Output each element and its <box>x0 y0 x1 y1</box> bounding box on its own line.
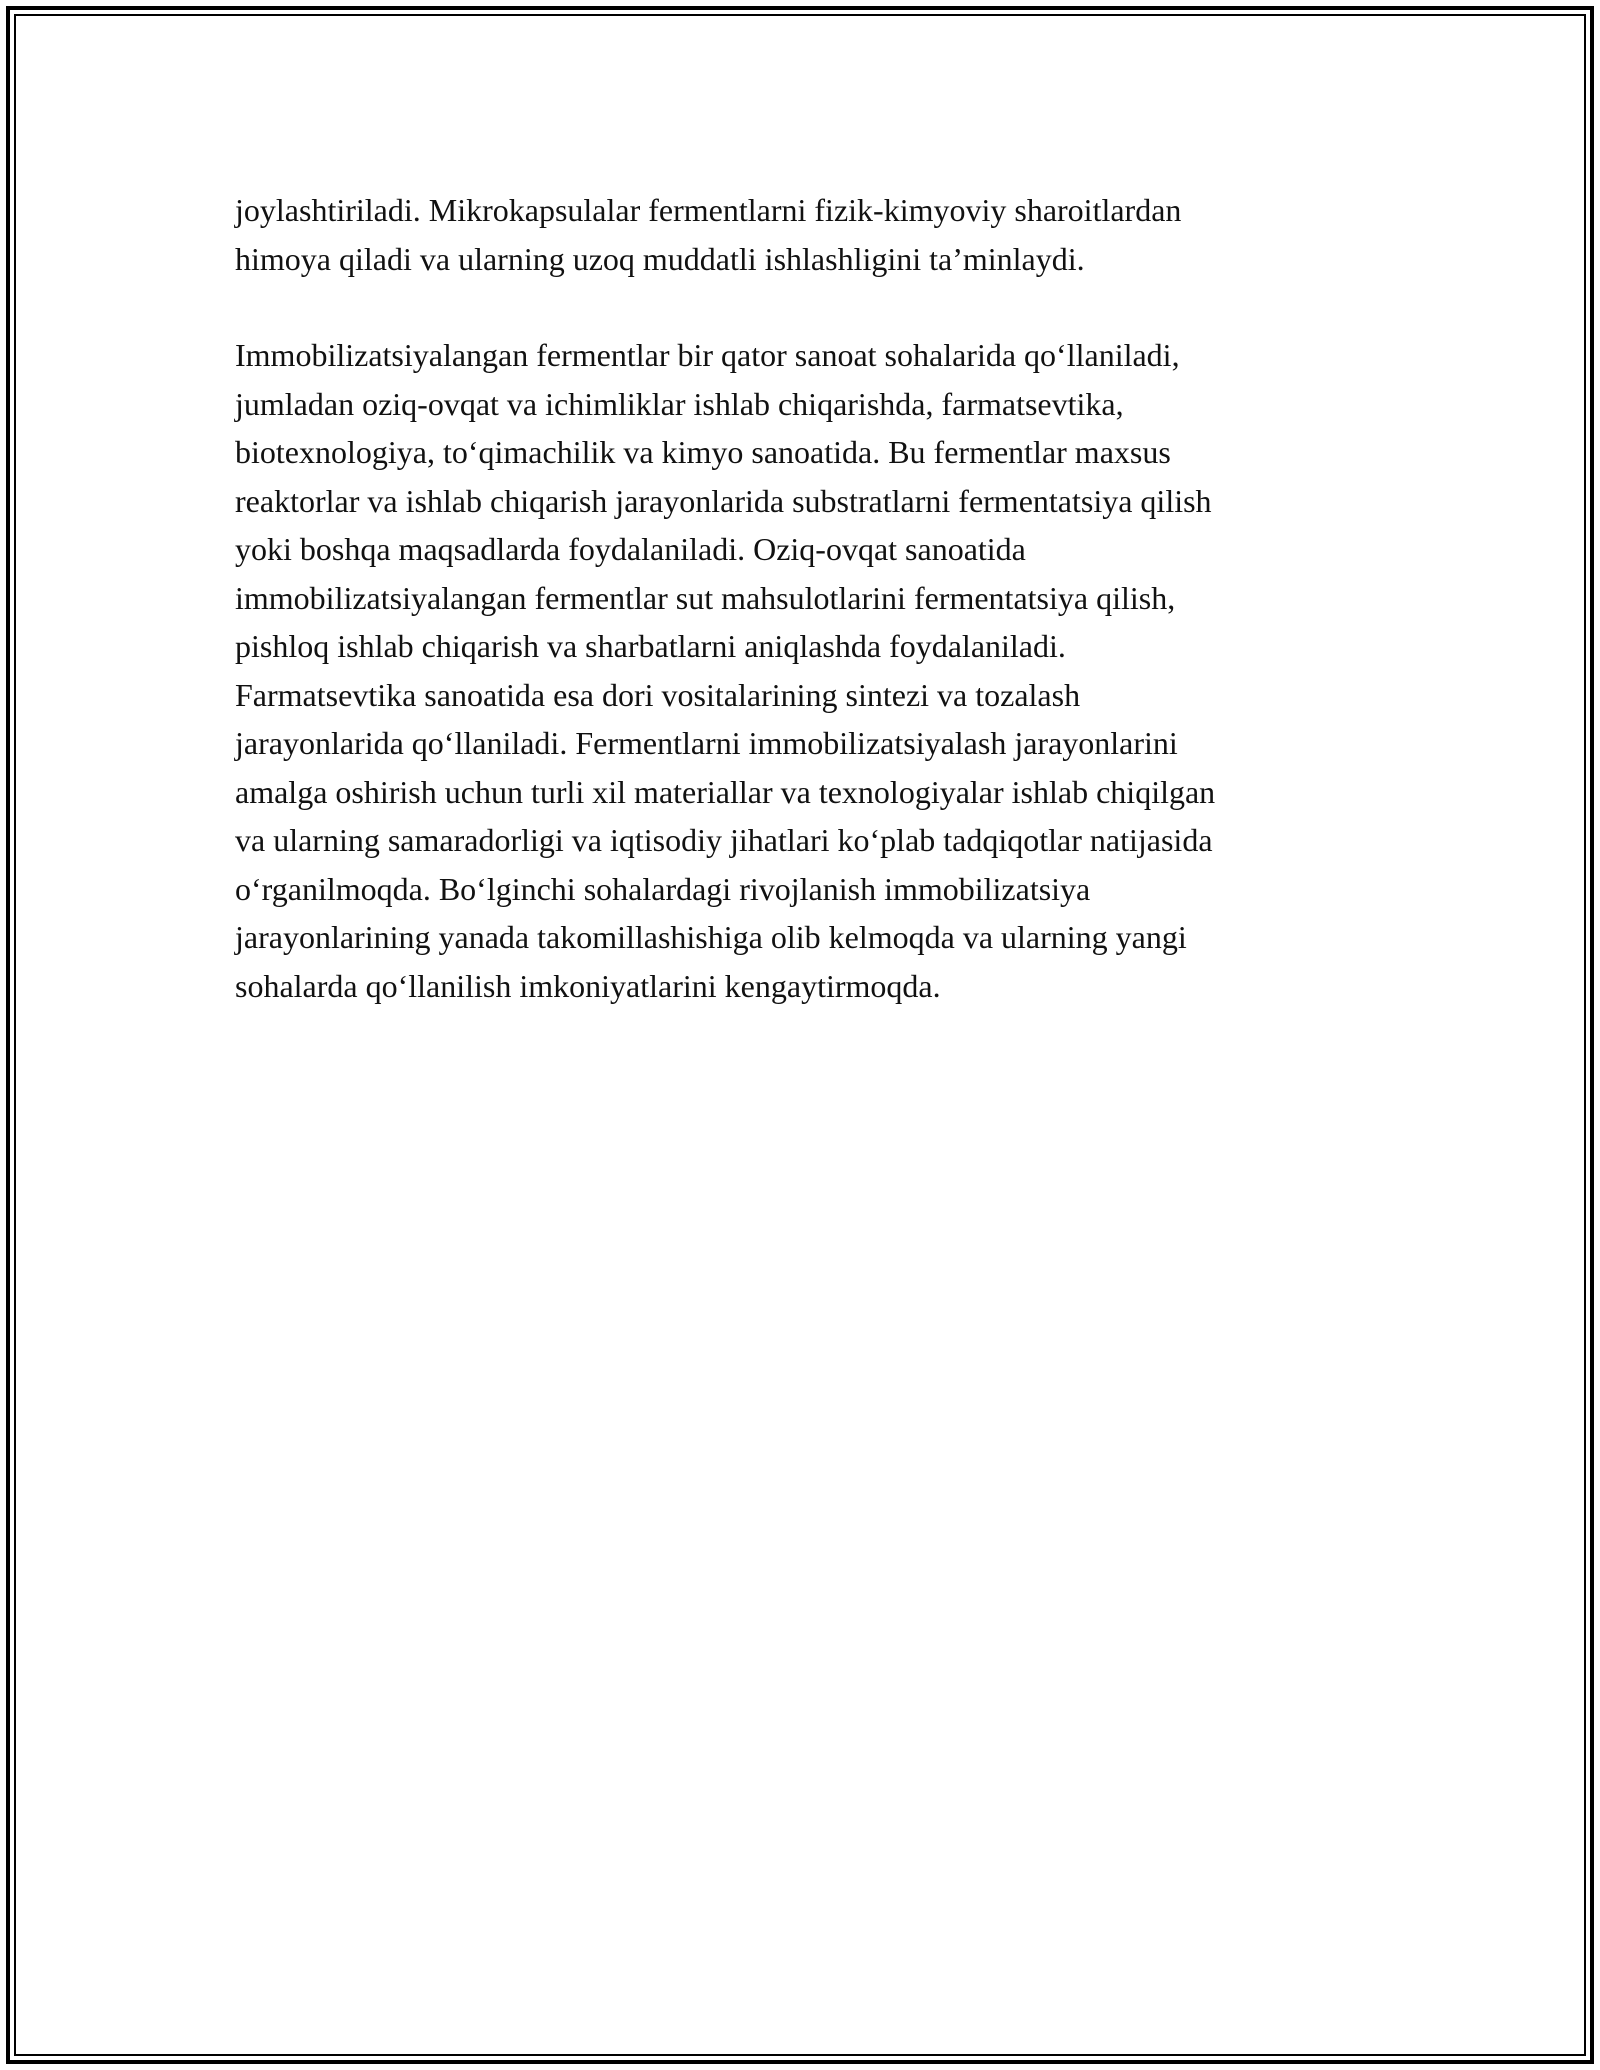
text-line: Immobilizatsiyalangan fermentlar bir qator sanoat sohalarida qo‘llaniladi, <box>235 337 1180 373</box>
text-line: yoki boshqa maqsadlarda foydalaniladi. Oziq-ovqat sanoatida <box>235 531 1026 567</box>
text-line: sohalarda qo‘llanilish imkoniyatlarini kengaytirmoqda. <box>235 967 941 1004</box>
paragraph-1 <box>235 186 1375 283</box>
text-line: joylashtiriladi. Mikrokapsulalar fermentlarni fizik-kimyoviy sharoitlardan <box>235 192 1182 228</box>
text-line: jumladan oziq-ovqat va ichimliklar ishlab chiqarishda, farmatsevtika, <box>235 385 1124 422</box>
text-line: immobilizatsiyalangan fermentlar sut mahsulotlarini fermentatsiya qilish, <box>235 579 1176 616</box>
text-line: jarayonlarida qo‘llaniladi. Fermentlarni immobilizatsiyalash jarayonlarini <box>235 725 1178 761</box>
text-line: himoya qiladi va ularning uzoq muddatli ishlashligini ta’minlaydi. <box>235 240 1085 277</box>
document-body <box>235 186 1375 1058</box>
text-line: amalga oshirish uchun turli xil materiallar va texnologiyalar ishlab chiqilgan <box>235 773 1216 810</box>
text-line: pishloq ishlab chiqarish va sharbatlarni aniqlashda foydalaniladi. <box>235 628 1066 664</box>
text-line: reaktorlar va ishlab chiqarish jarayonlarida substratlarni fermentatsiya qilish <box>235 482 1212 519</box>
text-line: Farmatsevtika sanoatida esa dori vositalarining sintezi va tozalash <box>235 676 1081 713</box>
text-line: jarayonlarining yanada takomillashishiga olib kelmoqda va ularning yangi <box>235 919 1187 955</box>
paragraph-2 <box>235 331 1375 1010</box>
text-line: o‘rganilmoqda. Bo‘lginchi sohalardagi rivojlanish immobilizatsiya <box>235 870 1091 907</box>
text-line: biotexnologiya, to‘qimachilik va kimyo sanoatida. Bu fermentlar maxsus <box>235 434 1171 470</box>
text-line: va ularning samaradorligi va iqtisodiy jihatlari ko‘plab tadqiqotlar natijasida <box>235 822 1213 858</box>
